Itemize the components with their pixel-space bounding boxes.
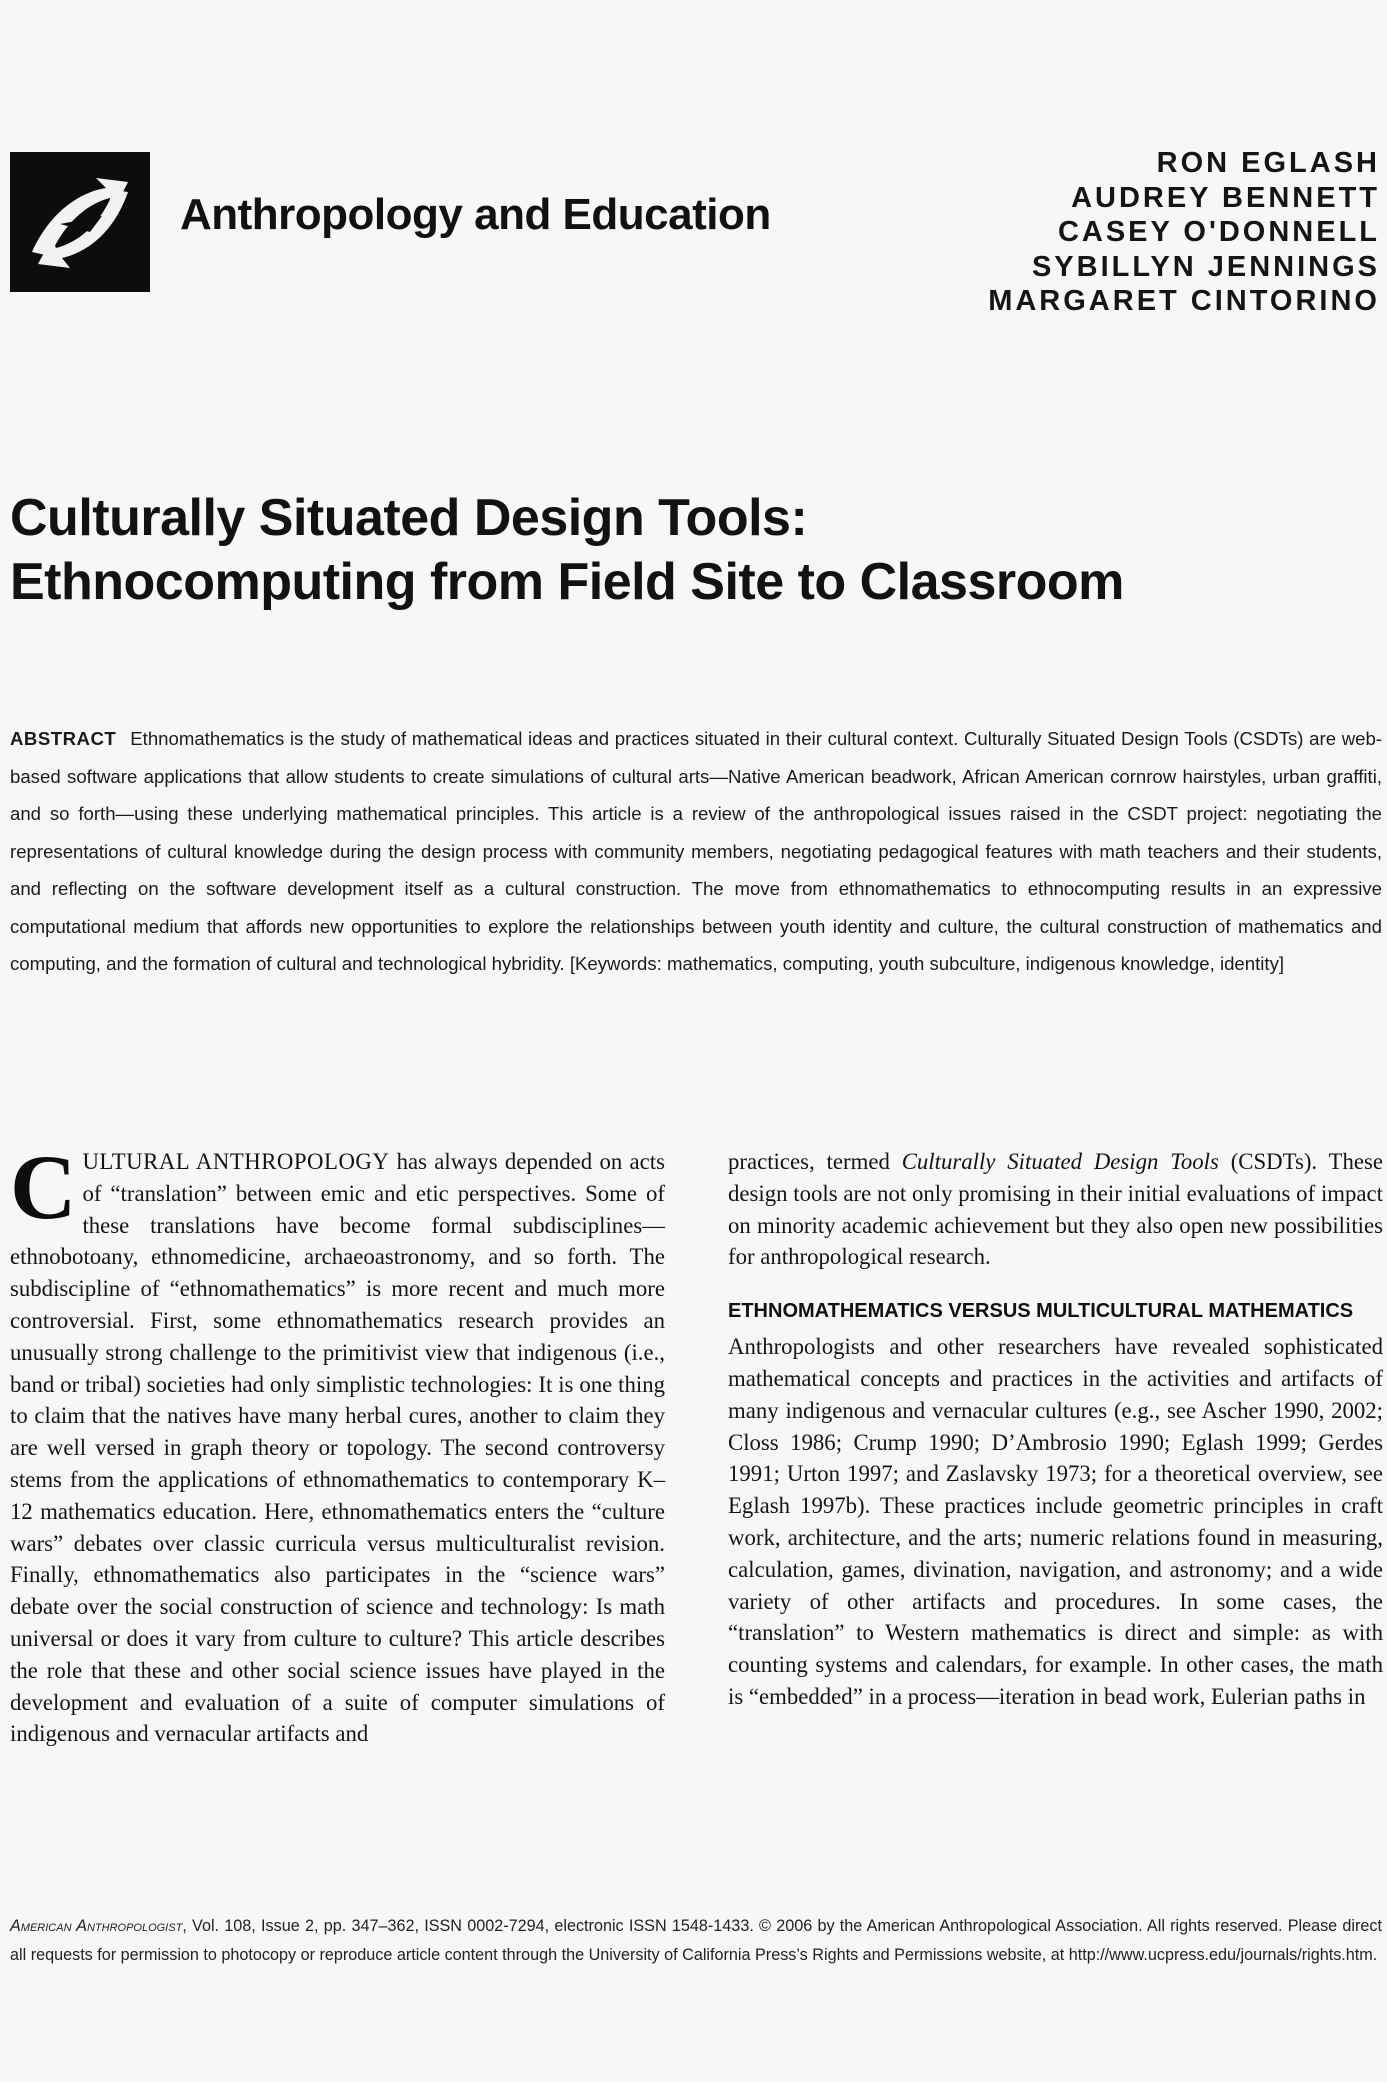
body-text: practices, termed <box>728 1149 902 1174</box>
drop-cap: C <box>10 1136 77 1238</box>
footer-text: , Vol. 108, Issue 2, pp. 347–362, ISSN 0002-7294, electronic ISSN 1548-1433. © 2006 by the American Anthropological Association. All rights reserved. Please direct all requests for permission to photocopy or reproduce article content through the University of California Press’s Rights and Permissions website, at http://www.ucpress.edu/journals/rights.htm. <box>10 1917 1383 1964</box>
author-name: SYBILLYN JENNINGS <box>1031 250 1380 283</box>
body-text: has always depended on acts of “translation” between emic and etic perspectives. Some of these translations have become formal subdisciplines—ethnobotoany, ethnomedicine, archaeoastronomy, and so forth. The subdiscipline of “ethnomathematics” is more recent and much more controversial. First, some ethnomathematics research provides an unusually strong challenge to the primitivist view that indigenous (i.e., band or tribal) societies had only simplistic technologies: It is one thing to claim that the natives have many herbal cures, another to claim they are well versed in graph theory or topology. The second controversy stems from the applications of ethnomathematics to contemporary K–12 mathematics education. Here, ethnomathematics enters the “culture wars” debates over classic curricula versus multiculturalist revision. Finally, ethnomathematics also participates in the “science wars” debate over the social construction of science and technology: Is math universal or does it vary from culture to culture? This article describes the role that these and other social science issues have played in the development and evaluation of a suite of computer simulations of indigenous and vernacular artifacts and <box>10 1149 665 1747</box>
author-name: MARGARET CINTORINO <box>988 285 1380 317</box>
body-text: (CSDTs). These design tools are not only promising in their initial evaluations of impact on minority academic achievement but they also open new possibilities for anthropological research. <box>728 1149 1383 1270</box>
section-title: Anthropology and Education <box>180 190 771 239</box>
article-title-line2: Ethnocomputing from Field Site to Classroom <box>10 553 1124 611</box>
abstract <box>10 720 1382 983</box>
author-name: CASEY O'DONNELL <box>1057 216 1380 248</box>
article-title <box>10 486 1370 614</box>
article-title-line1: Culturally Situated Design Tools: <box>10 489 808 547</box>
journal-logo <box>10 152 150 292</box>
abstract-label: ABSTRACT <box>10 728 117 749</box>
journal-logo-mark-icon <box>10 152 150 292</box>
author-name: AUDREY BENNETT <box>1071 181 1380 214</box>
author-name: RON EGLASH <box>1156 147 1380 179</box>
abstract-text: Ethnomathematics is the study of mathematical ideas and practices situated in their cultural context. Culturally Situated Design Tools (CSDTs) are web-based software applications that allow students to create simulations of cultural arts—Native American beadwork, African American cornrow hairstyles, urban graffiti, and so forth—using these underlying mathematical principles. This article is a review of the anthropological issues raised in the CSDT project: negotiating the representations of cultural knowledge during the design process with community members, negotiating pedagogical features with math teachers and their students, and reflecting on the software development itself as a cultural construction. The move from ethnomathematics to ethnocomputing results in an expressive computational medium that affords new opportunities to explore the relationships between youth identity and culture, the cultural construction of mathematics and computing, and the formation of cultural and technological hybridity. [Keywords: mathematics, computing, youth subculture, indigenous knowledge, identity] <box>10 728 1382 974</box>
body-column-left <box>10 1136 665 1750</box>
section-heading: ETHNOMATHEMATICS VERSUS MULTICULTURAL MATHEMATICS <box>728 1300 1354 1323</box>
body-paragraph <box>10 1136 665 1750</box>
body-column-right <box>728 1146 1383 1713</box>
journal-name: American Anthropologist <box>10 1917 183 1935</box>
lead-in-smallcaps: ULTURAL ANTHROPOLOGY <box>82 1149 390 1174</box>
body-paragraph: Anthropologists and other researchers have revealed sophisticated mathematical concepts and practices in the activities and artifacts of many indigenous and vernacular cultures (e.g., see Ascher 1990, 2002; Closs 1986; Crump 1990; D’Ambrosio 1990; Eglash 1999; Gerdes 1991; Urton 1997; and Zaslavsky 1973; for a theoretical overview, see Eglash 1997b). These practices include geometric principles in craft work, architecture, and the arts; numeric relations found in measuring, calculation, games, divination, navigation, and astronomy; and a wide variety of other artifacts and procedures. In some cases, the “translation” to Western mathematics is direct and simple: as with counting systems and calendars, for example. In other cases, the math is “embedded” in a process—iteration in bead work, Eulerian paths in <box>728 1334 1383 1709</box>
body-paragraph <box>728 1146 1383 1273</box>
footer-citation <box>10 1912 1382 1970</box>
term-italic: Culturally Situated Design Tools <box>901 1149 1219 1174</box>
author-list <box>988 146 1380 319</box>
